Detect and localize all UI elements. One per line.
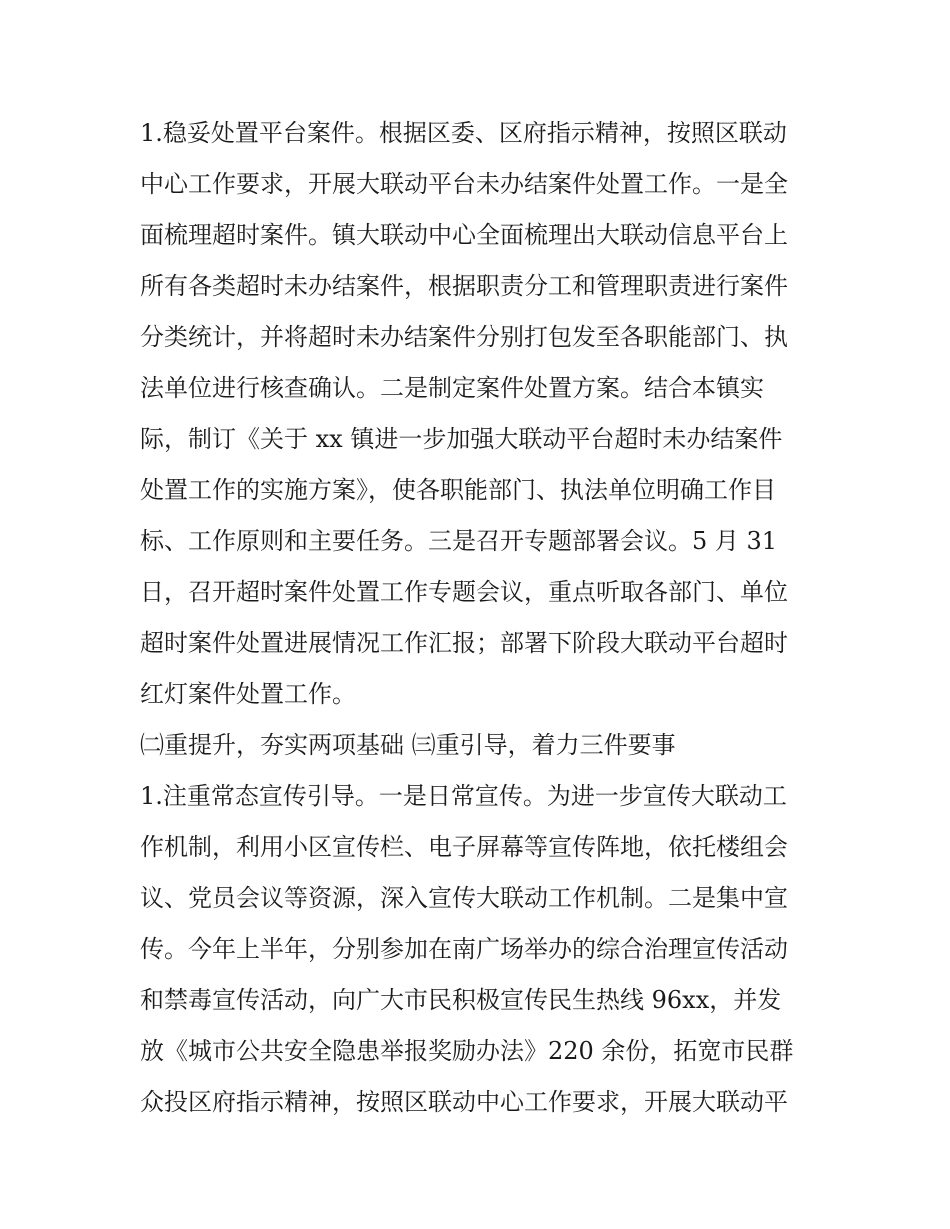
text-line: 超时案件处置进展情况工作汇报；部署下阶段大联动平台超时 (140, 629, 788, 657)
text-line: 和禁毒宣传活动，向广大市民积极宣传民生热线 96xx，并发 (140, 986, 782, 1014)
text-line: 众投区府指示精神，按照区联动中心工作要求，开展大联动平 (140, 1088, 788, 1116)
text-line: 传。今年上半年，分别参加在南广场举办的综合治理宣传活动 (140, 935, 788, 963)
text-line: 作机制，利用小区宣传栏、电子屏幕等宣传阵地，依托楼组会 (140, 833, 788, 861)
text-line: 中心工作要求，开展大联动平台未办结案件处置工作。一是全 (140, 170, 788, 198)
text-line: 面梳理超时案件。镇大联动中心全面梳理出大联动信息平台上 (140, 221, 788, 249)
section-heading-line: ㈡重提升，夯实两项基础 ㈢重引导，着力三件要事 (140, 731, 676, 759)
text-line: 1.稳妥处置平台案件。根据区委、区府指示精神，按照区联动 (140, 119, 787, 147)
text-line: 处置工作的实施方案》，使各职能部门、执法单位明确工作目 (140, 476, 776, 504)
text-line: 法单位进行核查确认。二是制定案件处置方案。结合本镇实 (140, 374, 764, 402)
body-text (140, 108, 820, 1128)
text-line: 红灯案件处置工作。 (140, 680, 356, 708)
text-line: 所有各类超时未办结案件，根据职责分工和管理职责进行案件 (140, 272, 788, 300)
text-line: 1.注重常态宣传引导。一是日常宣传。为进一步宣传大联动工 (140, 782, 787, 810)
text-line: 标、工作原则和主要任务。三是召开专题部署会议。5 月 31 (140, 527, 778, 555)
text-line: 际，制订《关于 xx 镇进一步加强大联动平台超时未办结案件 (140, 425, 783, 453)
text-line: 日，召开超时案件处置工作专题会议，重点听取各部门、单位 (140, 578, 788, 606)
text-line: 分类统计，并将超时未办结案件分别打包发至各职能部门、执 (140, 323, 788, 351)
text-line: 放《城市公共安全隐患举报奖励办法》220 余份，拓宽市民群 (140, 1037, 794, 1065)
text-line: 议、党员会议等资源，深入宣传大联动工作机制。二是集中宣 (140, 884, 788, 912)
